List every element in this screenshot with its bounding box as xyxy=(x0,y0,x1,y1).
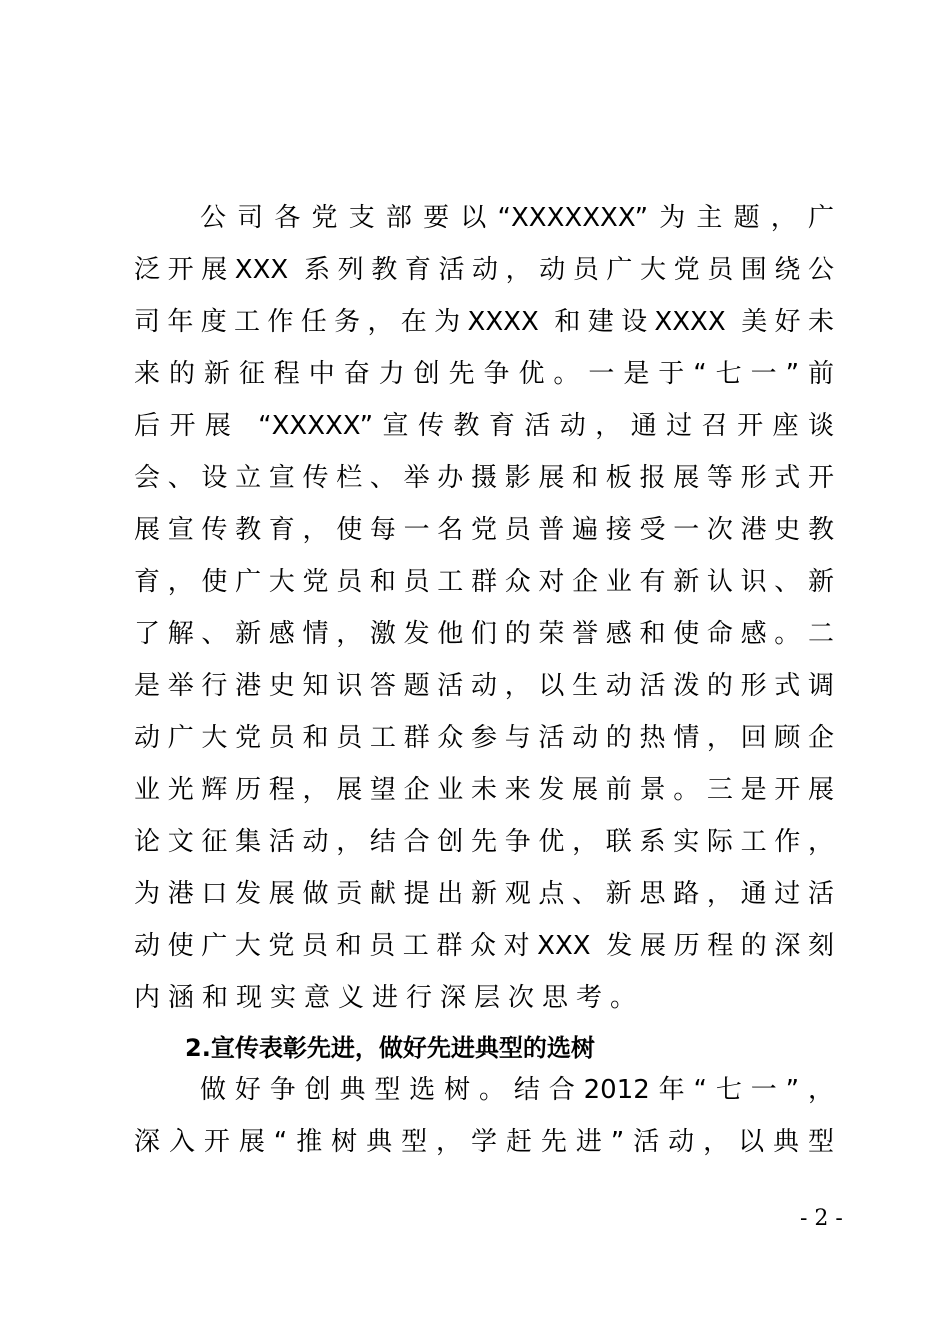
paragraph-2-line-1: 做好争创典型选树。结合2012年“七一”， xyxy=(200,1075,834,1105)
paragraph-1-line-12: 业光辉历程，展望企业未来发展前景。三是开展 xyxy=(134,775,834,805)
page-number: - 2 - xyxy=(800,1206,843,1231)
paragraph-2-line-2: 深入开展“推树典型，学赶先进”活动，以典型 xyxy=(134,1127,834,1157)
paragraph-1-line-5: 后开展 “XXXXX”宣传教育活动，通过召开座谈 xyxy=(134,411,834,441)
paragraph-1-line-6: 会、设立宣传栏、举办摄影展和板报展等形式开 xyxy=(134,463,834,493)
paragraph-1-line-16: 内涵和现实意义进行深层次思考。 xyxy=(134,983,645,1013)
paragraph-1-line-1: 公司各党支部要以“XXXXXXX”为主题，广 xyxy=(200,203,834,233)
paragraph-1-line-13: 论文征集活动，结合创先争优，联系实际工作， xyxy=(134,827,834,857)
paragraph-1-line-2: 泛开展XXX 系列教育活动，动员广大党员围绕公 xyxy=(134,255,834,285)
paragraph-1-line-10: 是举行港史知识答题活动，以生动活泼的形式调 xyxy=(134,671,834,701)
paragraph-1-line-3: 司年度工作任务，在为XXXX 和建设XXXX 美好未 xyxy=(134,307,834,337)
paragraph-1-line-15: 动使广大党员和员工群众对XXX 发展历程的深刻 xyxy=(134,931,834,961)
paragraph-1-line-14: 为港口发展做贡献提出新观点、新思路，通过活 xyxy=(134,879,834,909)
paragraph-1-line-11: 动广大党员和员工群众参与活动的热情，回顾企 xyxy=(134,723,834,753)
section-heading: 2.宣传表彰先进，做好先进典型的选树 xyxy=(185,1034,595,1062)
paragraph-1-line-4: 来的新征程中奋力创先争优。一是于“七一”前 xyxy=(134,359,834,389)
paragraph-1-line-7: 展宣传教育，使每一名党员普遍接受一次港史教 xyxy=(134,515,834,545)
paragraph-1-line-9: 了解、新感情，激发他们的荣誉感和使命感。二 xyxy=(134,619,834,649)
paragraph-1-line-8: 育，使广大党员和员工群众对企业有新认识、新 xyxy=(134,567,834,597)
